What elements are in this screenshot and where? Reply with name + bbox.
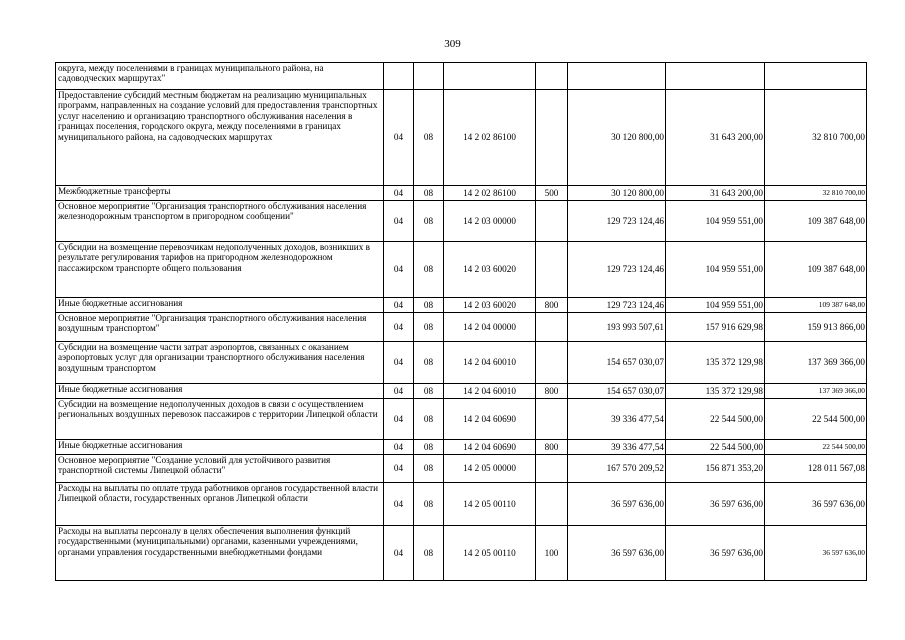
cell-amount-year2 xyxy=(666,63,765,90)
cell-amount-year3: 109 387 648,00 xyxy=(765,201,867,242)
cell-target-article: 14 2 04 60690 xyxy=(444,440,536,455)
cell-amount-year2: 104 959 551,00 xyxy=(666,298,765,313)
cell-amount-year1: 30 120 800,00 xyxy=(568,186,666,201)
budget-table xyxy=(55,62,867,581)
cell-name: Субсидии на возмещение недополученных доходов в связи с осуществлением региональных воздушных перевозок пассажиров с территории Липецкой области xyxy=(56,399,384,440)
cell-expense-type: 800 xyxy=(536,440,568,455)
cell-expense-type xyxy=(536,242,568,298)
table-row xyxy=(56,384,867,399)
cell-amount-year2: 31 643 200,00 xyxy=(666,186,765,201)
cell-section: 04 xyxy=(384,399,414,440)
cell-target-article: 14 2 05 00110 xyxy=(444,526,536,581)
cell-section: 04 xyxy=(384,201,414,242)
cell-amount-year1: 30 120 800,00 xyxy=(568,90,666,186)
cell-section: 04 xyxy=(384,242,414,298)
cell-amount-year3 xyxy=(765,63,867,90)
cell-amount-year1: 39 336 477,54 xyxy=(568,399,666,440)
cell-subsection: 08 xyxy=(414,440,444,455)
cell-target-article: 14 2 05 00110 xyxy=(444,483,536,526)
table-row xyxy=(56,90,867,186)
cell-amount-year3: 36 597 636,00 xyxy=(765,483,867,526)
cell-section xyxy=(384,63,414,90)
cell-amount-year1 xyxy=(568,63,666,90)
cell-expense-type xyxy=(536,483,568,526)
cell-target-article xyxy=(444,63,536,90)
cell-amount-year1: 154 657 030,07 xyxy=(568,342,666,384)
cell-subsection: 08 xyxy=(414,342,444,384)
cell-subsection: 08 xyxy=(414,483,444,526)
cell-section: 04 xyxy=(384,186,414,201)
cell-name: Субсидии на возмещение части затрат аэропортов, связанных с оказанием аэропортовых услуг для организации транспортного обслуживания населения воздушным транспортом xyxy=(56,342,384,384)
cell-name: Субсидии на возмещение перевозчикам недополученных доходов, возникших в результате регулирования тарифов на пригородном железнодорожном пассажирском транспорте общего пользования xyxy=(56,242,384,298)
cell-subsection xyxy=(414,63,444,90)
cell-subsection: 08 xyxy=(414,313,444,342)
cell-amount-year3: 128 011 567,08 xyxy=(765,455,867,483)
cell-target-article: 14 2 02 86100 xyxy=(444,90,536,186)
cell-amount-year2: 22 544 500,00 xyxy=(666,440,765,455)
cell-target-article: 14 2 03 60020 xyxy=(444,242,536,298)
cell-subsection: 08 xyxy=(414,186,444,201)
cell-section: 04 xyxy=(384,455,414,483)
cell-name: Основное мероприятие "Организация транспортного обслуживания населения железнодорожным транспортом в пригородном сообщении" xyxy=(56,201,384,242)
cell-expense-type xyxy=(536,399,568,440)
cell-expense-type: 100 xyxy=(536,526,568,581)
cell-section: 04 xyxy=(384,313,414,342)
cell-amount-year3: 22 544 500,00 xyxy=(765,399,867,440)
cell-amount-year1: 36 597 636,00 xyxy=(568,526,666,581)
table-row xyxy=(56,201,867,242)
table-row xyxy=(56,440,867,455)
cell-amount-year3: 109 387 648,00 xyxy=(765,242,867,298)
cell-name: округа, между поселениями в границах муниципального района, на садоводческих маршрутах" xyxy=(56,63,384,90)
table-row xyxy=(56,342,867,384)
cell-amount-year3: 22 544 500,00 xyxy=(765,440,867,455)
cell-amount-year1: 36 597 636,00 xyxy=(568,483,666,526)
cell-subsection: 08 xyxy=(414,242,444,298)
cell-target-article: 14 2 03 60020 xyxy=(444,298,536,313)
cell-expense-type xyxy=(536,90,568,186)
cell-amount-year2: 157 916 629,98 xyxy=(666,313,765,342)
cell-target-article: 14 2 03 00000 xyxy=(444,201,536,242)
cell-subsection: 08 xyxy=(414,201,444,242)
cell-target-article: 14 2 04 60690 xyxy=(444,399,536,440)
cell-amount-year1: 39 336 477,54 xyxy=(568,440,666,455)
cell-amount-year2: 135 372 129,98 xyxy=(666,384,765,399)
cell-amount-year1: 129 723 124,46 xyxy=(568,298,666,313)
cell-amount-year2: 135 372 129,98 xyxy=(666,342,765,384)
cell-amount-year2: 22 544 500,00 xyxy=(666,399,765,440)
cell-name: Основное мероприятие "Создание условий для устойчивого развития транспортной системы Липецкой области" xyxy=(56,455,384,483)
cell-section: 04 xyxy=(384,342,414,384)
cell-amount-year3: 137 369 366,00 xyxy=(765,384,867,399)
cell-section: 04 xyxy=(384,483,414,526)
cell-amount-year1: 167 570 209,52 xyxy=(568,455,666,483)
cell-amount-year1: 129 723 124,46 xyxy=(568,201,666,242)
cell-target-article: 14 2 04 60010 xyxy=(444,384,536,399)
cell-amount-year3: 32 810 700,00 xyxy=(765,186,867,201)
cell-subsection: 08 xyxy=(414,384,444,399)
cell-amount-year2: 36 597 636,00 xyxy=(666,526,765,581)
cell-amount-year2: 156 871 353,20 xyxy=(666,455,765,483)
cell-amount-year3: 36 597 636,00 xyxy=(765,526,867,581)
table-row xyxy=(56,483,867,526)
cell-expense-type xyxy=(536,201,568,242)
cell-expense-type: 800 xyxy=(536,298,568,313)
table-row xyxy=(56,298,867,313)
cell-section: 04 xyxy=(384,440,414,455)
cell-name: Иные бюджетные ассигнования xyxy=(56,440,384,455)
cell-section: 04 xyxy=(384,298,414,313)
cell-expense-type xyxy=(536,455,568,483)
cell-subsection: 08 xyxy=(414,298,444,313)
cell-amount-year2: 31 643 200,00 xyxy=(666,90,765,186)
cell-target-article: 14 2 02 86100 xyxy=(444,186,536,201)
cell-subsection: 08 xyxy=(414,455,444,483)
cell-amount-year3: 109 387 648,00 xyxy=(765,298,867,313)
cell-target-article: 14 2 04 00000 xyxy=(444,313,536,342)
cell-name: Иные бюджетные ассигнования xyxy=(56,384,384,399)
table-row xyxy=(56,63,867,90)
cell-amount-year2: 104 959 551,00 xyxy=(666,201,765,242)
table-row xyxy=(56,313,867,342)
cell-section: 04 xyxy=(384,526,414,581)
cell-amount-year1: 154 657 030,07 xyxy=(568,384,666,399)
cell-section: 04 xyxy=(384,384,414,399)
cell-amount-year3: 32 810 700,00 xyxy=(765,90,867,186)
cell-section: 04 xyxy=(384,90,414,186)
cell-expense-type: 800 xyxy=(536,384,568,399)
cell-name: Иные бюджетные ассигнования xyxy=(56,298,384,313)
table-row xyxy=(56,186,867,201)
cell-expense-type xyxy=(536,342,568,384)
cell-name: Предоставление субсидий местным бюджетам на реализацию муниципальных программ, направленных на создание условий для предоставления транспортных услуг населению и организацию транспортного обслуживания населения в границах поселения, городского округа, между поселениями в границах муниципального района, на садоводческих маршрутах xyxy=(56,90,384,186)
cell-amount-year2: 36 597 636,00 xyxy=(666,483,765,526)
cell-amount-year3: 159 913 866,00 xyxy=(765,313,867,342)
table-row xyxy=(56,526,867,581)
cell-target-article: 14 2 04 60010 xyxy=(444,342,536,384)
cell-amount-year1: 129 723 124,46 xyxy=(568,242,666,298)
cell-name: Расходы на выплаты по оплате труда работников органов государственной власти Липецкой области, государственных органов Липецкой области xyxy=(56,483,384,526)
cell-name: Межбюджетные трансферты xyxy=(56,186,384,201)
cell-amount-year1: 193 993 507,61 xyxy=(568,313,666,342)
cell-subsection: 08 xyxy=(414,399,444,440)
table-row xyxy=(56,455,867,483)
table-row xyxy=(56,242,867,298)
cell-name: Расходы на выплаты персоналу в целях обеспечения выполнения функций государственными (муниципальными) органами, казенными учреждениями, органами управления государственными внебюджетными фондами xyxy=(56,526,384,581)
cell-amount-year3: 137 369 366,00 xyxy=(765,342,867,384)
cell-amount-year2: 104 959 551,00 xyxy=(666,242,765,298)
table-row xyxy=(56,399,867,440)
cell-subsection: 08 xyxy=(414,90,444,186)
cell-expense-type xyxy=(536,63,568,90)
page-number: 309 xyxy=(444,38,461,50)
cell-expense-type: 500 xyxy=(536,186,568,201)
cell-name: Основное мероприятие "Организация транспортного обслуживания населения воздушным транспортом" xyxy=(56,313,384,342)
cell-subsection: 08 xyxy=(414,526,444,581)
cell-expense-type xyxy=(536,313,568,342)
cell-target-article: 14 2 05 00000 xyxy=(444,455,536,483)
